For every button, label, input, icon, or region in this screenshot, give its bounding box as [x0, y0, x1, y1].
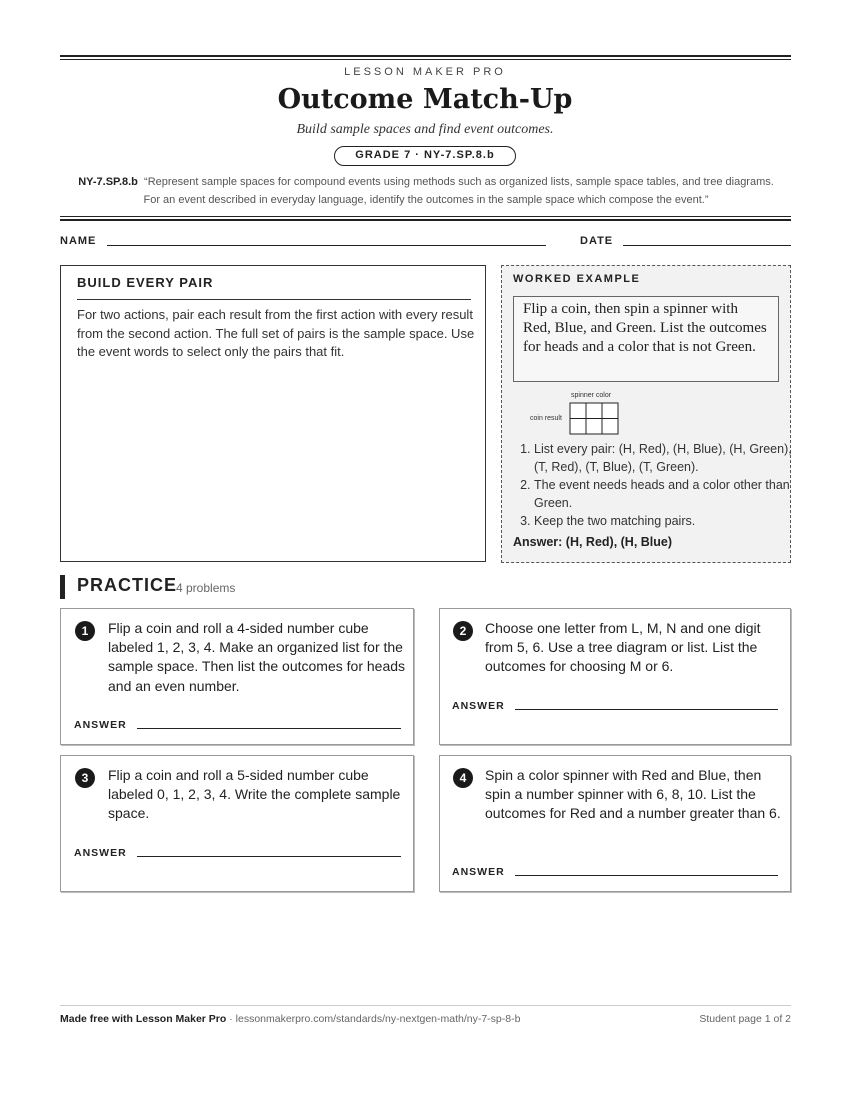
- date-line[interactable]: [623, 245, 791, 246]
- footer-made-with: Made free with Lesson Maker Pro: [60, 1013, 227, 1025]
- answer-line[interactable]: [515, 875, 778, 876]
- problem-number: 3: [75, 768, 95, 788]
- problem-card-2: [439, 608, 791, 745]
- example-heading: WORKED EXAMPLE: [513, 273, 641, 285]
- footer-page-number: Student page 1 of 2: [699, 1013, 791, 1025]
- answer-label: ANSWER: [74, 719, 127, 731]
- answer-label: ANSWER: [74, 847, 127, 859]
- table-row-label: coin result: [530, 415, 562, 422]
- example-question: Flip a coin, then spin a spinner with Red, Blue, and Green. List the outcomes for heads and a color that is not Green.: [513, 296, 779, 382]
- header-bottom-rule-thin: [60, 216, 791, 217]
- practice-heading: PRACTICE: [77, 575, 178, 595]
- problem-card-4: [439, 755, 791, 892]
- example-step: 3. Keep the two matching pairs.: [534, 512, 802, 530]
- problem-text: Choose one letter from L, M, N and one digit from 5, 6. Use a tree diagram or list. List the outcomes for choosing M or 6.: [485, 620, 761, 675]
- brand-name: LESSON MAKER PRO: [344, 66, 506, 78]
- answer-line[interactable]: [137, 728, 401, 729]
- header-bottom-rule: [60, 219, 791, 221]
- example-step: 1. List every pair: (H, Red), (H, Blue), (H, Green), (T, Red), (T, Blue), (T, Green).: [534, 440, 802, 476]
- practice-bar: [60, 575, 65, 599]
- standard-code: NY-7.SP.8.b: [78, 176, 138, 188]
- problem-text: Flip a coin and roll a 5-sided number cube labeled 0, 1, 2, 3, 4. Write the complete sample space.: [108, 767, 401, 822]
- answer-line[interactable]: [515, 709, 778, 710]
- problem-card-1: [60, 608, 414, 745]
- lesson-heading: BUILD EVERY PAIR: [77, 275, 214, 290]
- answer-label: ANSWER: [452, 700, 505, 712]
- example-steps: [516, 440, 802, 530]
- table-col-label: spinner color: [571, 392, 612, 399]
- page-subtitle: Build sample spaces and find event outcomes.: [296, 122, 554, 137]
- problem-text: Flip a coin and roll a 4-sided number cube labeled 1, 2, 3, 4. Make an organized list for the sample space. Then list the outcomes for heads and an even number.: [108, 620, 406, 694]
- footer-url[interactable]: · lessonmakerpro.com/standards/ny-nextgen-math/ny-7-sp-8-b: [229, 1013, 521, 1025]
- lesson-heading-rule: [77, 299, 471, 300]
- footer-credit: [60, 1013, 520, 1025]
- worked-example-box: [501, 265, 791, 563]
- problem-card-3: [60, 755, 414, 892]
- answer-line[interactable]: [137, 856, 401, 857]
- problem-text: Spin a color spinner with Red and Blue, then spin a number spinner with 6, 8, 10. List the outcomes for Red and a number greater than 6.: [485, 767, 781, 822]
- grade-pill: GRADE 7 · NY-7.SP.8.b: [334, 146, 516, 166]
- lesson-body: For two actions, pair each result from the first action with every result from the second action. The full set of pairs is the sample space. Use the event words to select only the pairs that fit.: [77, 307, 475, 359]
- sample-space-table: [569, 402, 621, 436]
- example-step: 2. The event needs heads and a color other than Green.: [534, 476, 802, 512]
- answer-label: ANSWER: [452, 866, 505, 878]
- footer-rule: [60, 1005, 791, 1006]
- date-label: DATE: [580, 235, 614, 247]
- example-answer: Answer: (H, Red), (H, Blue): [513, 535, 673, 549]
- top-rule: [60, 55, 791, 57]
- standard-text: “Represent sample spaces for compound events using methods such as organized lists, sample space tables, and tree diagrams. For an event described in everyday language, identify the outcomes in the sample space which compose the event.”: [143, 176, 774, 206]
- standard-description: [70, 173, 782, 209]
- name-label: NAME: [60, 235, 97, 247]
- top-rule-thin: [60, 59, 791, 60]
- problem-number: 1: [75, 621, 95, 641]
- page-title: Outcome Match-Up: [277, 84, 573, 115]
- lesson-box: [60, 265, 486, 562]
- problem-number: 4: [453, 768, 473, 788]
- name-line[interactable]: [107, 245, 546, 246]
- practice-count: 4 problems: [176, 581, 236, 595]
- problem-number: 2: [453, 621, 473, 641]
